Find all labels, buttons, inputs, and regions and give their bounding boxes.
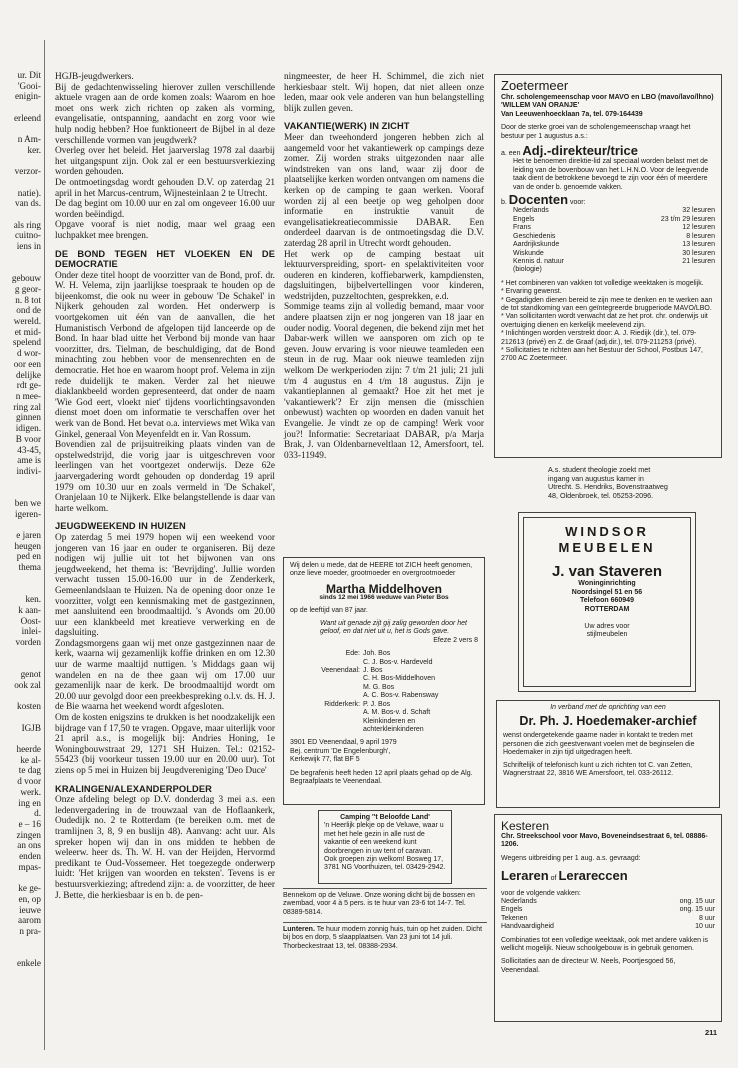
family-place bbox=[290, 659, 360, 667]
cut-text-fragment bbox=[0, 937, 44, 948]
subject-name: Geschiedenis bbox=[513, 232, 556, 240]
cut-text-fragment: g geor- bbox=[14, 283, 41, 294]
subject-row bbox=[501, 915, 715, 923]
subject-row bbox=[513, 207, 715, 215]
article-paragraph: Meer dan tweehonderd jongeren hebben zich al aangemeld voor het vakantiewerk op campings deze zomer. Zij worden straks uitgezonden naar alle windstreken van ons land, waar zij door de plaatselijke kerken worden ontvangen om namens die kerken op de camping te gaan werken. Vooraf worden zij al een beetje op weg geholpen door informatie en instruktie vanuit de evangelisatiekreatiecommissie DABAR. Een onderdeel daarvan is de ontmoetingsdag die D.V. zaterdag 28 april in Utrecht wordt gehouden. bbox=[284, 132, 484, 249]
article-paragraph: De ontmoetingsdag wordt gehouden D.V. op zaterdag 21 april in het Marcus-centrum, Wijnesteinlaan 2 te Utrecht. bbox=[55, 177, 275, 199]
subject-name: Handvaardigheid bbox=[501, 923, 554, 931]
cut-text-fragment: d wor- bbox=[16, 348, 41, 359]
cut-text-fragment: iens in bbox=[16, 241, 41, 252]
cut-text-fragment bbox=[0, 477, 44, 488]
cut-text-fragment: te dag bbox=[18, 765, 41, 776]
hoed-intro: In verband met de oprichting van een bbox=[550, 704, 666, 711]
subject-row bbox=[513, 258, 715, 266]
cut-text-fragment: natie). bbox=[17, 187, 41, 198]
article-paragraph: Bij de gedachtenwisseling hierover zullen verschillende aktuele vragen aan de orde komen zoals: Waarom en hoe moet ons werk zich richten op zaken als vorming, evangelisatie, ontspanning, aandacht en zorg voor wie hulp nodig hebben? Hoe funktioneert de Bijbel in al deze verschillende vormen van jeugdwerk? bbox=[55, 82, 275, 146]
cut-text-fragment: Oost- bbox=[20, 615, 41, 626]
subject-name: Engels bbox=[501, 906, 523, 914]
family-place bbox=[290, 675, 360, 683]
subject-hours: 23 t/m 29 lesuren bbox=[660, 215, 715, 223]
windsor-tag2: stijlmeubelen bbox=[586, 631, 628, 639]
cut-text-fragment bbox=[0, 209, 44, 220]
student-room-ad: A.s. student theologie zoekt met ingang van augustus kamer in Utrecht. S. Hendriks, Bovenstraatweg 48, Oldenbroek, tel. 05253-2096. bbox=[548, 465, 668, 500]
cut-text-fragment bbox=[0, 177, 44, 188]
subject-hours: 8 lesuren bbox=[686, 232, 715, 240]
cut-text-fragment: k aan- bbox=[18, 604, 41, 615]
cut-text-fragment: ken. bbox=[25, 594, 41, 605]
family-names: P. J. Bos bbox=[363, 700, 391, 708]
camping-ad bbox=[318, 810, 452, 884]
cut-text-fragment bbox=[0, 947, 44, 958]
subject-name: Engels bbox=[513, 215, 535, 223]
windsor-b1: Woninginrichting bbox=[578, 580, 636, 588]
kesteren-job-ad bbox=[494, 814, 722, 1022]
family-names: A. C. Bos-v. Rabensway bbox=[363, 692, 439, 700]
cut-text-fragment: als ring bbox=[13, 219, 41, 230]
cut-text-fragment: kosten bbox=[17, 701, 41, 712]
cut-text-fragment: n. 8 tot bbox=[15, 294, 41, 305]
school-name: Chr. scholengemeenschap voor MAVO en LBO (mavo/lavo/lhno) 'WILLEM VAN ORANJE' bbox=[501, 94, 714, 110]
cut-text-fragment: vorden bbox=[15, 637, 41, 648]
subject-hours: 32 lesuren bbox=[682, 207, 715, 215]
option-a-text: Het te benoemen direktie-lid zal speciaal worden belast met de leiding van de bovenbouw van het L.H.N.O. Voor de leegvende taak dient de betrokkene bevoegd te zijn voor één of meerdere van de onder b. genoemde vakken. bbox=[513, 158, 709, 191]
subject-hours: ong. 15 uur bbox=[679, 898, 715, 906]
article-heading: KRALINGEN/ALEXANDERPOLDER bbox=[55, 783, 212, 794]
article-paragraph: Op zaterdag 5 mei 1979 hopen wij een weekend voor jongeren van 16 jaar en ouder te organiseren. Bij deze nodigen wij jullie uit tot het bijwonen van ons jeugdweekend, het thema is: 'Bevrijding'. Jullie worden verwacht tussen 15.00-16.00 uur in de Zenderkerk, Gemeenlandslaan te Huizen. Na de opening door onze 1e voorzitter, volgt een kennismaking met de gastgezinnen, met aansluitend een broodmaaltijd. 's Avonds om 20.00 uur een klankbeeld met kreatieve verwerking en de dagsluiting. bbox=[55, 532, 275, 639]
cut-text-fragment: spelend bbox=[12, 337, 41, 348]
subject-row bbox=[501, 923, 715, 931]
cut-text-fragment: indivi- bbox=[16, 465, 41, 476]
subject-name: Aardrijkskunde bbox=[513, 241, 560, 249]
subject-hours: 13 lesuren bbox=[682, 241, 715, 249]
zoetermeer-job-ad bbox=[494, 74, 722, 458]
cut-text-fragment: aarom bbox=[18, 915, 41, 926]
death-corr1: Bej. centrum 'De Engelenburgh', bbox=[290, 747, 391, 755]
option-b-title: Docenten bbox=[508, 192, 569, 208]
windsor-b4: ROTTERDAM bbox=[584, 605, 630, 613]
cut-text-fragment: heugen bbox=[14, 540, 41, 551]
cut-text-fragment bbox=[0, 712, 44, 723]
death-intro: Wij delen u mede, dat de HEERE tot ZICH heeft genomen, onze lieve moeder, grootmoeder en overgrootmoeder bbox=[290, 562, 473, 578]
family-names: J. Bos bbox=[363, 667, 383, 675]
death-quote: Want uit genade zijt gij zalig geworden door het geloof, en dat niet uit u, het is Gods gave. bbox=[320, 620, 467, 636]
divider bbox=[283, 888, 487, 889]
cut-text-fragment: erleend bbox=[13, 112, 41, 123]
cut-text-fragment: n Am- bbox=[17, 134, 41, 145]
cut-text-fragment bbox=[0, 648, 44, 659]
family-names: A. M. Bos-v. d. Schaft bbox=[363, 709, 431, 717]
cut-text-fragment: werk. bbox=[20, 786, 41, 797]
kest-subject-list bbox=[501, 898, 715, 932]
cut-text-fragment bbox=[0, 658, 44, 669]
subject-row bbox=[513, 216, 715, 224]
article-paragraph: Het werk op de camping bestaat uit lektuurverspreiding, sport- en spelaktiviteiten voor ouderen en kinderen, koffiebarwerk, kampdiensten, dagsluitingen, bijbelvertellingen voor kinderen, wedstrijden, puzzeltochten, gesprekken, e.d. bbox=[284, 249, 484, 302]
ad-note: * Ervaring gewenst. bbox=[501, 288, 562, 296]
subject-name: Frans bbox=[513, 224, 531, 232]
cut-text-fragment: oor een bbox=[13, 358, 41, 369]
cut-text-fragment: en, op bbox=[18, 893, 41, 904]
subject-row bbox=[513, 224, 715, 232]
subject-name: Tekenen bbox=[501, 914, 528, 922]
subject-name: Wiskunde bbox=[513, 249, 544, 257]
cut-text-fragment: et mid- bbox=[14, 326, 41, 337]
kest-text1: Combinaties tot een volledige weektaak, ook met andere vakken is wellicht mogelijk. Nieuw schoolgebouw is in gebruik genomen. bbox=[501, 936, 709, 953]
kest-title-of: of bbox=[550, 875, 557, 883]
cut-text-fragment: enkele bbox=[17, 958, 41, 969]
hoed-title: Dr. Ph. J. Hoedemaker-archief bbox=[519, 714, 697, 729]
article-heading: DE BOND TEGEN HET VLOEKEN EN DE DEMOCRATIE bbox=[55, 248, 275, 270]
ad-note: * Van sollicitanten wordt verwacht dat ze het prot. chr. onderwijs uit overtuiging dienen en kerkelijk meelevend zijn. bbox=[501, 313, 708, 329]
cut-text-fragment: e jaren bbox=[16, 530, 41, 541]
cut-text-fragment: ke al- bbox=[20, 754, 41, 765]
ad-notes bbox=[501, 280, 715, 364]
cut-text-fragment: ring zal bbox=[13, 401, 41, 412]
kest-title-a: Leraren bbox=[501, 868, 549, 884]
cut-text-fragment: delijke bbox=[15, 369, 41, 380]
cut-text-fragment: ped en bbox=[16, 551, 41, 562]
kest-subjects-intro: voor de volgende vakken: bbox=[501, 889, 581, 897]
cut-text-fragment: an ons bbox=[17, 840, 41, 851]
cut-text-fragment: ur. Dit bbox=[17, 70, 41, 80]
subject-name: (biologie) bbox=[513, 266, 542, 274]
ad-city: Zoetermeer bbox=[501, 78, 569, 93]
cut-text-fragment bbox=[0, 252, 44, 263]
cut-text-fragment bbox=[0, 124, 44, 135]
cut-text-fragment bbox=[0, 102, 44, 113]
family-place bbox=[290, 726, 360, 734]
subject-hours: 8 uur bbox=[699, 914, 715, 922]
cut-text-fragment: ker. bbox=[27, 144, 41, 155]
cut-text-fragment bbox=[0, 573, 44, 584]
cut-text-fragment: ing en bbox=[18, 797, 41, 808]
family-names: C. J. Bos-v. Hardeveld bbox=[363, 658, 433, 666]
cut-text-fragment: inlei- bbox=[21, 626, 41, 637]
subject-row bbox=[513, 266, 715, 274]
option-a-label: a. een bbox=[501, 150, 521, 158]
bennekom-ad: Bennekom op de Veluwe. Onze woning dicht bij de bossen en zwembad, voor 4 à 5 pers. is te huur van 23-6 tot 14-7. Tel. 08389-5814. bbox=[283, 892, 475, 916]
family-place: Veenendaal: bbox=[321, 667, 360, 675]
cut-text-fragment: cuitno- bbox=[14, 230, 41, 241]
lunteren-ad bbox=[283, 926, 487, 951]
article-paragraph: Zondagsmorgens gaan wij met onze gastgezinnen naar de kerk, waarna wij gezamenlijk koffie drinken en om 12.30 uur de warme maaltijd nuttigen. 's Middags gaan wij wandelen en na de thee gaan wij om 17.00 uur gezamenlijk naar de kerk. De broodmaaltijd wordt om 20.00 uur gevolgd door een preekbespreking o.l.v. ds. H. J. de Bie waarna het weekend wordt afgesloten. bbox=[55, 638, 275, 713]
kest-school: Chr. Streekschool voor Mavo, Boveneindsestraat 6, tel. 08886-1206. bbox=[501, 833, 708, 849]
article-paragraph: Onze afdeling belegt op D.V. donderdag 3 mei a.s. een ledenvergadering in de trouwzaal van de Hoflaankerk, Oudedijk no. 2 te Rotterdam (te bereiken o.m. met de tramlijnen 3, 8, 9 en buslijn 48). Aanvang: acht uur. Als spreker hopen wij dan in ons midden te hebben de weleerw. heer ds. Th. W. H. van der Heijden, Hervormd predikant te Oud-Vossemeer. Het toegezegde onderwerp luidt: 'Het krijgen van woorden en teksten'. Tevens is er bestuursverkiezing; aftredend zijn: a. de voorzitter, de heer J. Bette, die herkiesbaar is en b. de pen- bbox=[55, 795, 275, 901]
family-names: Kleinkinderen en bbox=[363, 717, 416, 725]
camping-text: 'n Heerlijk plekje op de Veluwe, waar u met het hele gezin in alle rust de vakantie of een weekend kunt doorbrengen in uw tent of caravan. Ook groepen zijn welkom! Bosweg 17, 3781 NG Voorthuizen, tel. 03429-2942. bbox=[324, 822, 446, 872]
cut-text-fragment: heerde bbox=[16, 744, 41, 755]
ad-intro: Door de sterke groei van de scholengemeenschap vraagt het bestuur per 1 augustus a.s.: bbox=[501, 124, 691, 140]
subject-name: Kennis d. natuur bbox=[513, 257, 564, 265]
cut-text-fragment: gebouw bbox=[11, 273, 41, 284]
subject-list bbox=[501, 207, 715, 274]
divider bbox=[283, 922, 487, 923]
cut-text-fragment: enigin- bbox=[14, 91, 41, 102]
subject-row bbox=[513, 241, 715, 249]
article-paragraph: Bovendien zal de prijsuitreiking plaats vinden van de opstelwedstrijd, die vorig jaar is uitgeschreven voor leerlingen van het voortgezet onderwijs. Deze 62e jaarvergadering wordt gehouden op donderdag 19 april 1979 om 10.30 uur en zoals vermeld in 'De Schakel', Oranjelaan 10 te Nijkerk. Elke belangstellende is daar van harte welkom. bbox=[55, 440, 275, 514]
subject-hours: 21 lesuren bbox=[682, 257, 715, 265]
windsor-name: J. van Staveren bbox=[551, 563, 663, 580]
article-paragraph: Om de kosten enigszins te drukken is het noodzakelijk een bijdrage van f 17,50 te vragen. Opgave, maar uiterlijk voor 21 april a.s., is mogelijk bij: Andries Honing, 1e Woningbouwstraat 29, 1271 SH Huizen. Tel.: 02152-55423 (bij voorkeur tussen 19.00 uur en 20.00 uur). Tot ziens op 5 mei in Huizen bij Jeugdvereniging 'Deo Duce' bbox=[55, 713, 275, 776]
subject-hours: 12 lesuren bbox=[682, 224, 715, 232]
family-place: Ede: bbox=[345, 650, 360, 658]
hoedemaker-ad bbox=[496, 700, 720, 808]
cut-text-fragment: enden bbox=[19, 851, 41, 862]
death-corr2: Kerkewijk 77, flat BF 5 bbox=[290, 756, 360, 764]
article-paragraph: Overleg over het beleid. Het jaarverslag 1978 zal daarbij het uitgangspunt zijn. Ook zal er een bestuursverkiezing worden gehouden. bbox=[55, 146, 275, 178]
kest-text2: Sollicitaties aan de directeur W. Neels, Poortjesgoed 56, Veenendaal. bbox=[501, 958, 676, 974]
windsor-ad bbox=[518, 512, 696, 692]
family-names: Joh. Bos bbox=[363, 650, 391, 658]
windsor-b3: Telefoon 660949 bbox=[580, 597, 634, 605]
school-address: Van Leeuwenhoecklaan 7a, tel. 079-164439 bbox=[501, 110, 643, 118]
cut-text-fragment: 'Gooi- bbox=[17, 80, 41, 91]
death-burial: De begrafenis heeft heden 12 april plaats gehad op de Alg. Begraafplaats te Veenendaal. bbox=[290, 769, 473, 785]
cut-text-fragment: ond de bbox=[16, 305, 41, 316]
cut-text-fragment bbox=[0, 156, 44, 167]
death-ref: Efeze 2 vers 8 bbox=[433, 636, 478, 644]
cut-text-fragment: zingen bbox=[16, 829, 41, 840]
cut-text-fragment: ieuwe bbox=[19, 904, 41, 915]
family-place: Ridderkerk: bbox=[324, 700, 360, 708]
cut-text-fragment: n mee- bbox=[15, 390, 41, 401]
cut-text-fragment bbox=[0, 519, 44, 530]
cut-text-fragment: ben we bbox=[14, 497, 41, 508]
cut-text-fragment: van ds. bbox=[14, 198, 41, 209]
subject-row bbox=[513, 233, 715, 241]
cut-text-fragment: ame is bbox=[17, 455, 41, 466]
cut-text-fragment bbox=[0, 487, 44, 498]
subject-hours: 10 uur bbox=[695, 923, 715, 931]
article-paragraph: De dag begint om 10.00 uur en zal om ongeveer 16.00 uur worden beëindigd. bbox=[55, 199, 275, 220]
article-paragraph: Opgave vooraf is niet nodig, maar wel graag een luchpakket mee brengen. bbox=[55, 220, 275, 241]
cut-text-fragment: d voor bbox=[17, 776, 41, 787]
subject-hours: 30 lesuren bbox=[682, 249, 715, 257]
cut-text-fragment: d. bbox=[34, 808, 41, 819]
death-name: Martha Middelhoven bbox=[325, 581, 442, 596]
cut-text-fragment bbox=[0, 263, 44, 274]
article-paragraph: Onder deze titel hoopt de voorzitter van de Bond, prof. dr. W. H. Velema, zijn jaarlijkse toespraak te houden op de bijeenkomst, die ook nu weer in gebouw 'De Schakel' in Nijkerk gehouden zal worden. Het onderwerp is voortgekomen uit één van de aanvallen, die het Humanistisch Verbond de afgelopen tijd lanceerde op de Bond. In haar blad uitte het Verbond bij monde van haar voorzitter, drs. Tielman, de beschuldiging, dat de Bond minachting zou hebben voor de mensenrechten en de democratie. Het hoe en waarom hoopt prof. Velema in zijn rede duidelijk te maken. Verder zal het nieuwe diaklankbeeld worden gepresenteerd, dat onder de naam 'Wie God eert, vloekt niet' tijdens voorlichtingsavonden dienst moet doen om informatie te verschaffen over het werk van de Bond. Het bevat o.a. interviews met Wika van Ginkel, generaal Von Meyenfeldt en ir. Van Rossum. bbox=[55, 270, 275, 440]
lunteren-text: Te huur modern zonnig huis, tuin op het zuiden. Dicht bij bos en dorp, 5 slaapplaatsen. Van 23 juni tot 14 juli. Thorbeckestraat 13, tel. 08388-2934. bbox=[283, 926, 483, 950]
death-sub: sinds 12 mei 1966 weduwe van Pieter Bos bbox=[319, 594, 449, 602]
article-column-1 bbox=[55, 72, 275, 901]
article-heading: VAKANTIE(WERK) IN ZICHT bbox=[284, 121, 410, 132]
windsor-tag1: Uw adres voor bbox=[584, 623, 630, 631]
article-paragraph: Sommige teams zijn al volledig bemand, maar voor andere plaatsen zijn er nog jongeren van 18 jaar en ouder nodig. Vooral degenen, die bekend zijn met het Dabar-werk willen we aansporen om zich op te geven. Jouw ervaring is voor nieuwe teamleden een steun in de rug. Maar ook nieuwe teamleden zijn welkom De werkperioden zijn: 7 t/m 21 juli; 21 juli t/m 4 augustus en 4 t/m 18 augustus. Zijn je vakantieplannen al gemaakt? Hoe zit het met je 'vakantiewerk'? Er zijn mensen die (misschien onbewust) wachten op woorden en daden vanuit het Evangelie. Je vindt ze op de camping! Werk voor jou?! Informatie: Secretariaat DABAR, p/a Marja Brak, J. van Oldenbarneveltlaan 12, Amersfoort, tel. 033-11949. bbox=[284, 302, 484, 461]
ad-note: * Gegadigden dienen bereid te zijn mee te denken en te werken aan de tot standkoming van een geïntegreerde brugperiode MAVO/LBO. bbox=[501, 296, 713, 312]
cut-text-fragment: genot bbox=[20, 669, 41, 680]
option-b-suffix: voor: bbox=[569, 199, 586, 207]
family-place bbox=[290, 718, 360, 726]
subject-row bbox=[501, 906, 715, 914]
ad-note: * Sollicitaties te richten aan het Bestuur der School, Postbus 147, 2700 AC Zoetermeer. bbox=[501, 346, 703, 363]
article-heading: JEUGDWEEKEND IN HUIZEN bbox=[55, 521, 186, 532]
cut-text-fragment: 43-45, bbox=[17, 444, 41, 455]
cut-text-fragment: IGJB bbox=[21, 722, 41, 733]
cut-text-fragment: thema bbox=[18, 562, 41, 573]
article-paragraph: ningmeester, de heer H. Schimmel, die zich niet herkiesbaar stelt. Wij hopen, dat niet alleen onze leden, maar ook vele anderen van hun belangstelling blijk zullen geven. bbox=[284, 72, 484, 114]
hoed-text1: wenst ondergetekende gaarne nader in kontakt te treden met personen die zich geestverwant voelen met de beginselen die Hoedemaker in zijn tijd uitgedragen heeft. bbox=[503, 732, 695, 757]
cut-text-fragment bbox=[0, 691, 44, 702]
page-number: 211 bbox=[705, 1028, 718, 1037]
cut-text-fragment bbox=[0, 872, 44, 883]
column-divider bbox=[44, 40, 45, 1050]
death-age: op de leeftijd van 87 jaar. bbox=[290, 606, 368, 614]
subject-hours: ong. 15 uur bbox=[679, 906, 715, 914]
ad-note: * Het combineren van vakken tot volledige weektaken is mogelijk. bbox=[501, 279, 704, 287]
subject-name: Nederlands bbox=[513, 207, 549, 215]
cut-text-fragment: e – 16 bbox=[18, 818, 41, 829]
lunteren-label: Lunteren. bbox=[283, 926, 315, 933]
family-place bbox=[290, 684, 360, 692]
subject-row bbox=[501, 898, 715, 906]
kest-title-b: Lerarессen bbox=[558, 868, 628, 884]
cut-text-fragment bbox=[0, 584, 44, 595]
left-column-fragments bbox=[0, 70, 44, 1020]
family-names: C. H. Bos-Middelhoven bbox=[363, 675, 435, 683]
subject-name: Nederlands bbox=[501, 898, 537, 906]
death-date: 3901 ED Veenendaal, 9 april 1979 bbox=[290, 739, 397, 747]
subject-row bbox=[513, 250, 715, 258]
family-place bbox=[290, 692, 360, 700]
kest-city: Kesteren bbox=[501, 819, 550, 833]
family-list bbox=[290, 650, 478, 734]
option-b-label: b. bbox=[501, 199, 507, 207]
cut-text-fragment: rdt ge- bbox=[16, 380, 41, 391]
cut-text-fragment: wereld. bbox=[13, 316, 41, 327]
windsor-line2: MEUBELEN bbox=[558, 540, 656, 555]
cut-text-fragment: verzor- bbox=[14, 166, 41, 177]
cut-text-fragment: idigen. bbox=[15, 423, 41, 434]
cut-text-fragment: ginnen bbox=[15, 412, 41, 423]
hoed-text2: Schriftelijk of telefonisch kunt u zich richten tot C. van Zetten, Wagnerstraat 22, 3816 WE Amersfoort, tel. 033-26112. bbox=[503, 761, 693, 778]
cut-text-fragment: ook zal bbox=[14, 679, 41, 690]
ad-note: * Inlichtingen worden verstrekt door: A. J. Riedijk (dir.), tel. 079-212613 (privé) en Z. de Graaf (adj.dir.), tel. 079-211253 (privé). bbox=[501, 330, 697, 346]
windsor-b2: Noordsingel 51 en 56 bbox=[571, 588, 643, 596]
cut-text-fragment bbox=[0, 733, 44, 744]
family-names: achterkleinkinderen bbox=[363, 725, 424, 733]
cut-text-fragment: ke ge- bbox=[18, 883, 41, 894]
cut-text-fragment: mpas- bbox=[18, 861, 41, 872]
cut-text-fragment: igeren- bbox=[14, 508, 41, 519]
family-place bbox=[290, 709, 360, 717]
death-notice bbox=[283, 557, 485, 805]
kest-intro: Wegens uitbreiding per 1 aug. a.s. gevraagd: bbox=[501, 854, 641, 862]
article-paragraph: HGJB-jeugdwerkers. bbox=[55, 72, 134, 82]
family-names: M. G. Bos bbox=[363, 683, 395, 691]
windsor-line1: WINDSOR bbox=[565, 524, 649, 539]
camping-title: Camping ''t Beloofde Land' bbox=[340, 814, 430, 821]
option-a-title: Adj.-direkteur/trice bbox=[522, 143, 639, 159]
cut-text-fragment: n pra- bbox=[19, 925, 41, 936]
article-column-2 bbox=[284, 72, 484, 461]
cut-text-fragment: B voor bbox=[15, 433, 41, 444]
